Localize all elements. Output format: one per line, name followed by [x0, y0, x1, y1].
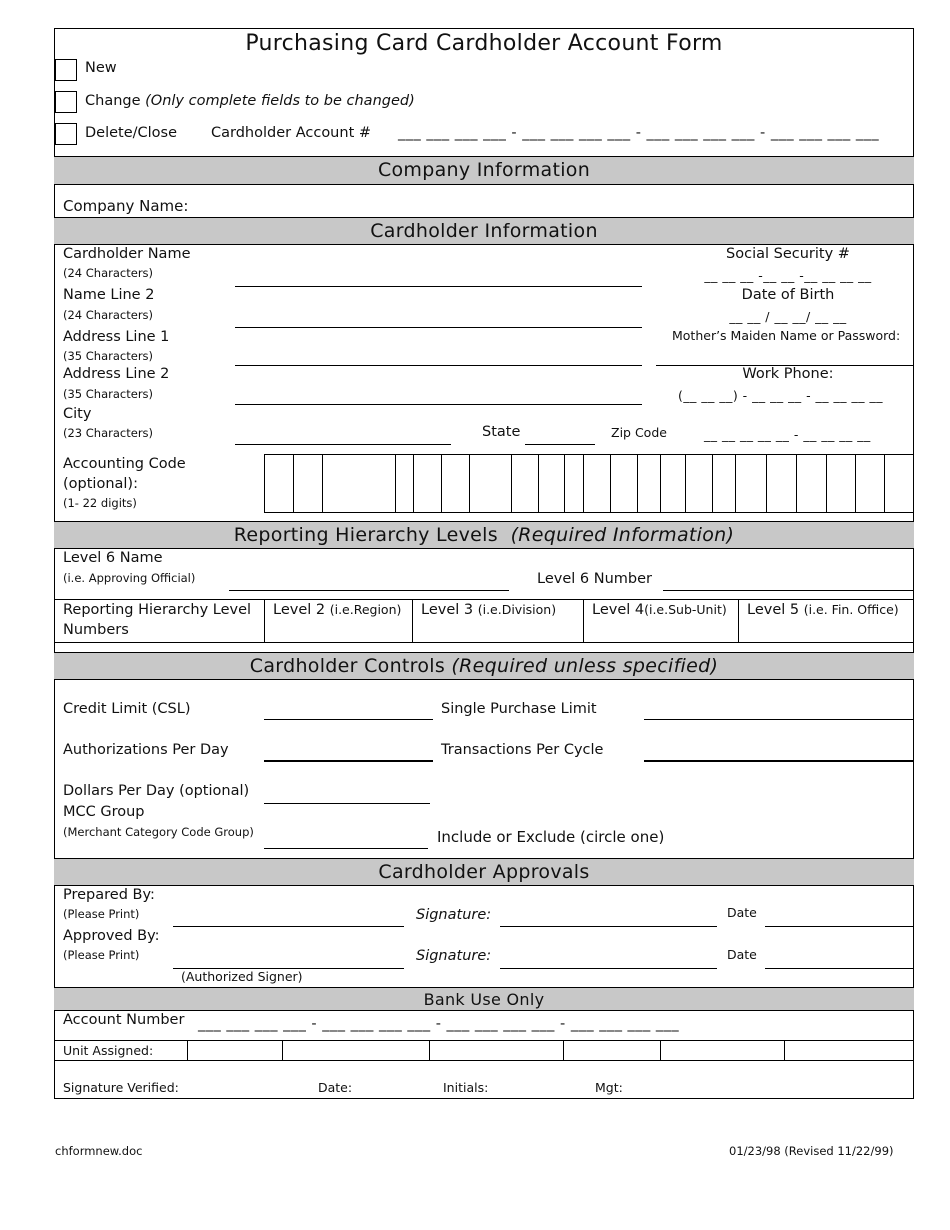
- hierarchy-header: Reporting Hierarchy Levels (Required Information): [54, 521, 914, 549]
- authorized-signer-note: (Authorized Signer): [181, 969, 303, 984]
- company-name-label: Company Name:: [63, 197, 189, 215]
- city-limit: (23 Characters): [63, 426, 154, 440]
- verified-date-label: Date:: [318, 1080, 353, 1095]
- change-note: (Only complete fields to be changed): [145, 93, 415, 109]
- work-phone-label: Work Phone:: [742, 366, 834, 382]
- zip-code-field[interactable]: __ __ __ __ __ - __ __ __ __: [704, 427, 871, 442]
- level5-label[interactable]: Level 5 (i.e. Fin. Office): [747, 602, 899, 618]
- hierarchy-numbers-label: Reporting Hierarchy Level: [63, 602, 252, 618]
- footer-filename: chformnew.doc: [55, 1144, 143, 1158]
- delete-close-checkbox[interactable]: [55, 123, 77, 145]
- city-label: City: [63, 406, 92, 422]
- accounting-code-label: Accounting Code: [63, 456, 186, 472]
- level2-note: (i.e.Region): [329, 602, 402, 617]
- new-label: New: [85, 60, 117, 76]
- prepared-signature-field[interactable]: [500, 926, 717, 927]
- level6-number-field[interactable]: [663, 590, 914, 591]
- credit-limit-label: Credit Limit (CSL): [63, 701, 191, 717]
- company-info-header: Company Information: [54, 156, 914, 185]
- approved-date-label: Date: [727, 947, 757, 962]
- prepared-by-label: Prepared By:: [63, 887, 155, 903]
- approved-signature-field[interactable]: [500, 968, 717, 969]
- mcc-group-field[interactable]: [264, 848, 428, 849]
- hierarchy-header-note: (Required Information): [510, 524, 735, 546]
- level6-number-label: Level 6 Number: [537, 571, 652, 587]
- change-checkbox[interactable]: [55, 91, 77, 113]
- level3-divider: [412, 599, 413, 642]
- address-line1-limit: (35 Characters): [63, 349, 154, 363]
- level2-label[interactable]: Level 2 (i.e.Region): [273, 602, 402, 618]
- prepared-date-field[interactable]: [765, 926, 914, 927]
- level4-divider: [583, 599, 584, 642]
- level4-note: (i.e.Sub-Unit): [644, 602, 727, 617]
- approved-by-note: (Please Print): [63, 948, 140, 962]
- hierarchy-numbers-label-2: Numbers: [63, 622, 129, 638]
- prepared-signature-label: Signature:: [416, 907, 492, 923]
- level3-note: (i.e.Division): [477, 602, 557, 617]
- ssn-label: Social Security #: [726, 246, 850, 262]
- address-line1-field[interactable]: [235, 365, 642, 366]
- ssn-field[interactable]: __ __ __ -__ __ -__ __ __ __: [704, 268, 872, 283]
- transactions-per-cycle-label: Transactions Per Cycle: [441, 742, 604, 758]
- unit-assigned-label: Unit Assigned:: [63, 1043, 154, 1058]
- level4-label[interactable]: Level 4(i.e.Sub-Unit): [592, 602, 727, 618]
- name-line2-field[interactable]: [235, 327, 642, 328]
- accounting-code-boxes[interactable]: [264, 454, 914, 513]
- account-number-field[interactable]: ___ ___ ___ ___ - ___ ___ ___ ___ - ___ ___ ___ ___ - ___ ___ ___ ___: [198, 1016, 680, 1032]
- accounting-code-optional: (optional):: [63, 476, 138, 492]
- name-line2-label: Name Line 2: [63, 287, 155, 303]
- address-line2-limit: (35 Characters): [63, 387, 154, 401]
- approved-date-field[interactable]: [765, 968, 914, 969]
- dollars-per-day-label: Dollars Per Day (optional): [63, 783, 250, 799]
- single-purchase-limit-label: Single Purchase Limit: [441, 701, 597, 717]
- prepared-by-field[interactable]: [173, 926, 404, 927]
- transactions-per-cycle-field[interactable]: [644, 760, 914, 762]
- maiden-name-label: Mother’s Maiden Name or Password:: [672, 328, 901, 343]
- mcc-group-note: (Merchant Category Code Group): [63, 825, 254, 839]
- address-line2-field[interactable]: [235, 404, 642, 405]
- city-field[interactable]: [235, 444, 451, 445]
- change-label: Change (Only complete fields to be changed): [85, 93, 415, 109]
- unit-assigned-cells[interactable]: [188, 1041, 913, 1060]
- work-phone-field[interactable]: (__ __ __) - __ __ __ - __ __ __ __: [678, 388, 883, 403]
- prepared-date-label: Date: [727, 905, 757, 920]
- cardholder-name-field[interactable]: [235, 286, 642, 287]
- address-line2-label: Address Line 2: [63, 366, 170, 382]
- approved-by-label: Approved By:: [63, 928, 160, 944]
- form-title: Purchasing Card Cardholder Account Form: [245, 31, 723, 56]
- state-field[interactable]: [525, 444, 595, 445]
- credit-limit-field[interactable]: [264, 719, 433, 720]
- level6-name-note: (i.e. Approving Official): [63, 571, 196, 585]
- cardholder-account-field[interactable]: ___ ___ ___ ___ - ___ ___ ___ ___ - ___ ___ ___ ___ - ___ ___ ___ ___: [398, 125, 880, 141]
- accounting-code-limit: (1- 22 digits): [63, 496, 137, 510]
- zip-code-label: Zip Code: [611, 425, 667, 440]
- authorizations-per-day-field[interactable]: [264, 760, 433, 762]
- dollars-per-day-field[interactable]: [264, 803, 430, 804]
- cardholder-name-limit: (24 Characters): [63, 266, 154, 280]
- level5-note: (i.e. Fin. Office): [803, 602, 899, 617]
- level6-name-label: Level 6 Name: [63, 550, 163, 566]
- hierarchy-levels-row-top: [54, 599, 914, 600]
- state-label: State: [482, 424, 521, 440]
- cardholder-info-header: Cardholder Information: [54, 217, 914, 245]
- signature-verified-label: Signature Verified:: [63, 1080, 179, 1095]
- controls-header: Cardholder Controls (Required unless specified): [54, 652, 914, 680]
- account-number-label: Account Number: [63, 1012, 185, 1028]
- dob-field[interactable]: __ __ / __ __/ __ __: [729, 309, 847, 324]
- authorizations-per-day-label: Authorizations Per Day: [63, 742, 229, 758]
- level5-divider: [738, 599, 739, 642]
- bank-use-header: Bank Use Only: [54, 987, 914, 1011]
- initials-label: Initials:: [443, 1080, 489, 1095]
- level6-name-field[interactable]: [229, 590, 509, 591]
- hierarchy-levels-row-bottom: [54, 642, 914, 643]
- approvals-header: Cardholder Approvals: [54, 858, 914, 886]
- address-line1-label: Address Line 1: [63, 329, 170, 345]
- delete-close-label: Delete/Close: [85, 125, 178, 141]
- mgt-label: Mgt:: [595, 1080, 623, 1095]
- footer-revision: 01/23/98 (Revised 11/22/99): [729, 1144, 894, 1158]
- include-exclude-option[interactable]: Include or Exclude (circle one): [437, 828, 665, 846]
- level2-divider: [264, 599, 265, 642]
- dob-label: Date of Birth: [741, 287, 835, 303]
- unit-assigned-row-bottom: [54, 1060, 914, 1061]
- prepared-by-note: (Please Print): [63, 907, 140, 921]
- approved-signature-label: Signature:: [416, 948, 492, 964]
- cardholder-name-label: Cardholder Name: [63, 246, 191, 262]
- mcc-group-label: MCC Group: [63, 804, 145, 820]
- new-checkbox[interactable]: [55, 59, 77, 81]
- company-name-field[interactable]: [200, 188, 912, 216]
- controls-header-note: (Required unless specified): [451, 655, 719, 677]
- single-purchase-limit-field[interactable]: [644, 719, 914, 720]
- level3-label[interactable]: Level 3 (i.e.Division): [421, 602, 557, 618]
- cardholder-account-label: Cardholder Account #: [211, 125, 372, 141]
- name-line2-limit: (24 Characters): [63, 308, 154, 322]
